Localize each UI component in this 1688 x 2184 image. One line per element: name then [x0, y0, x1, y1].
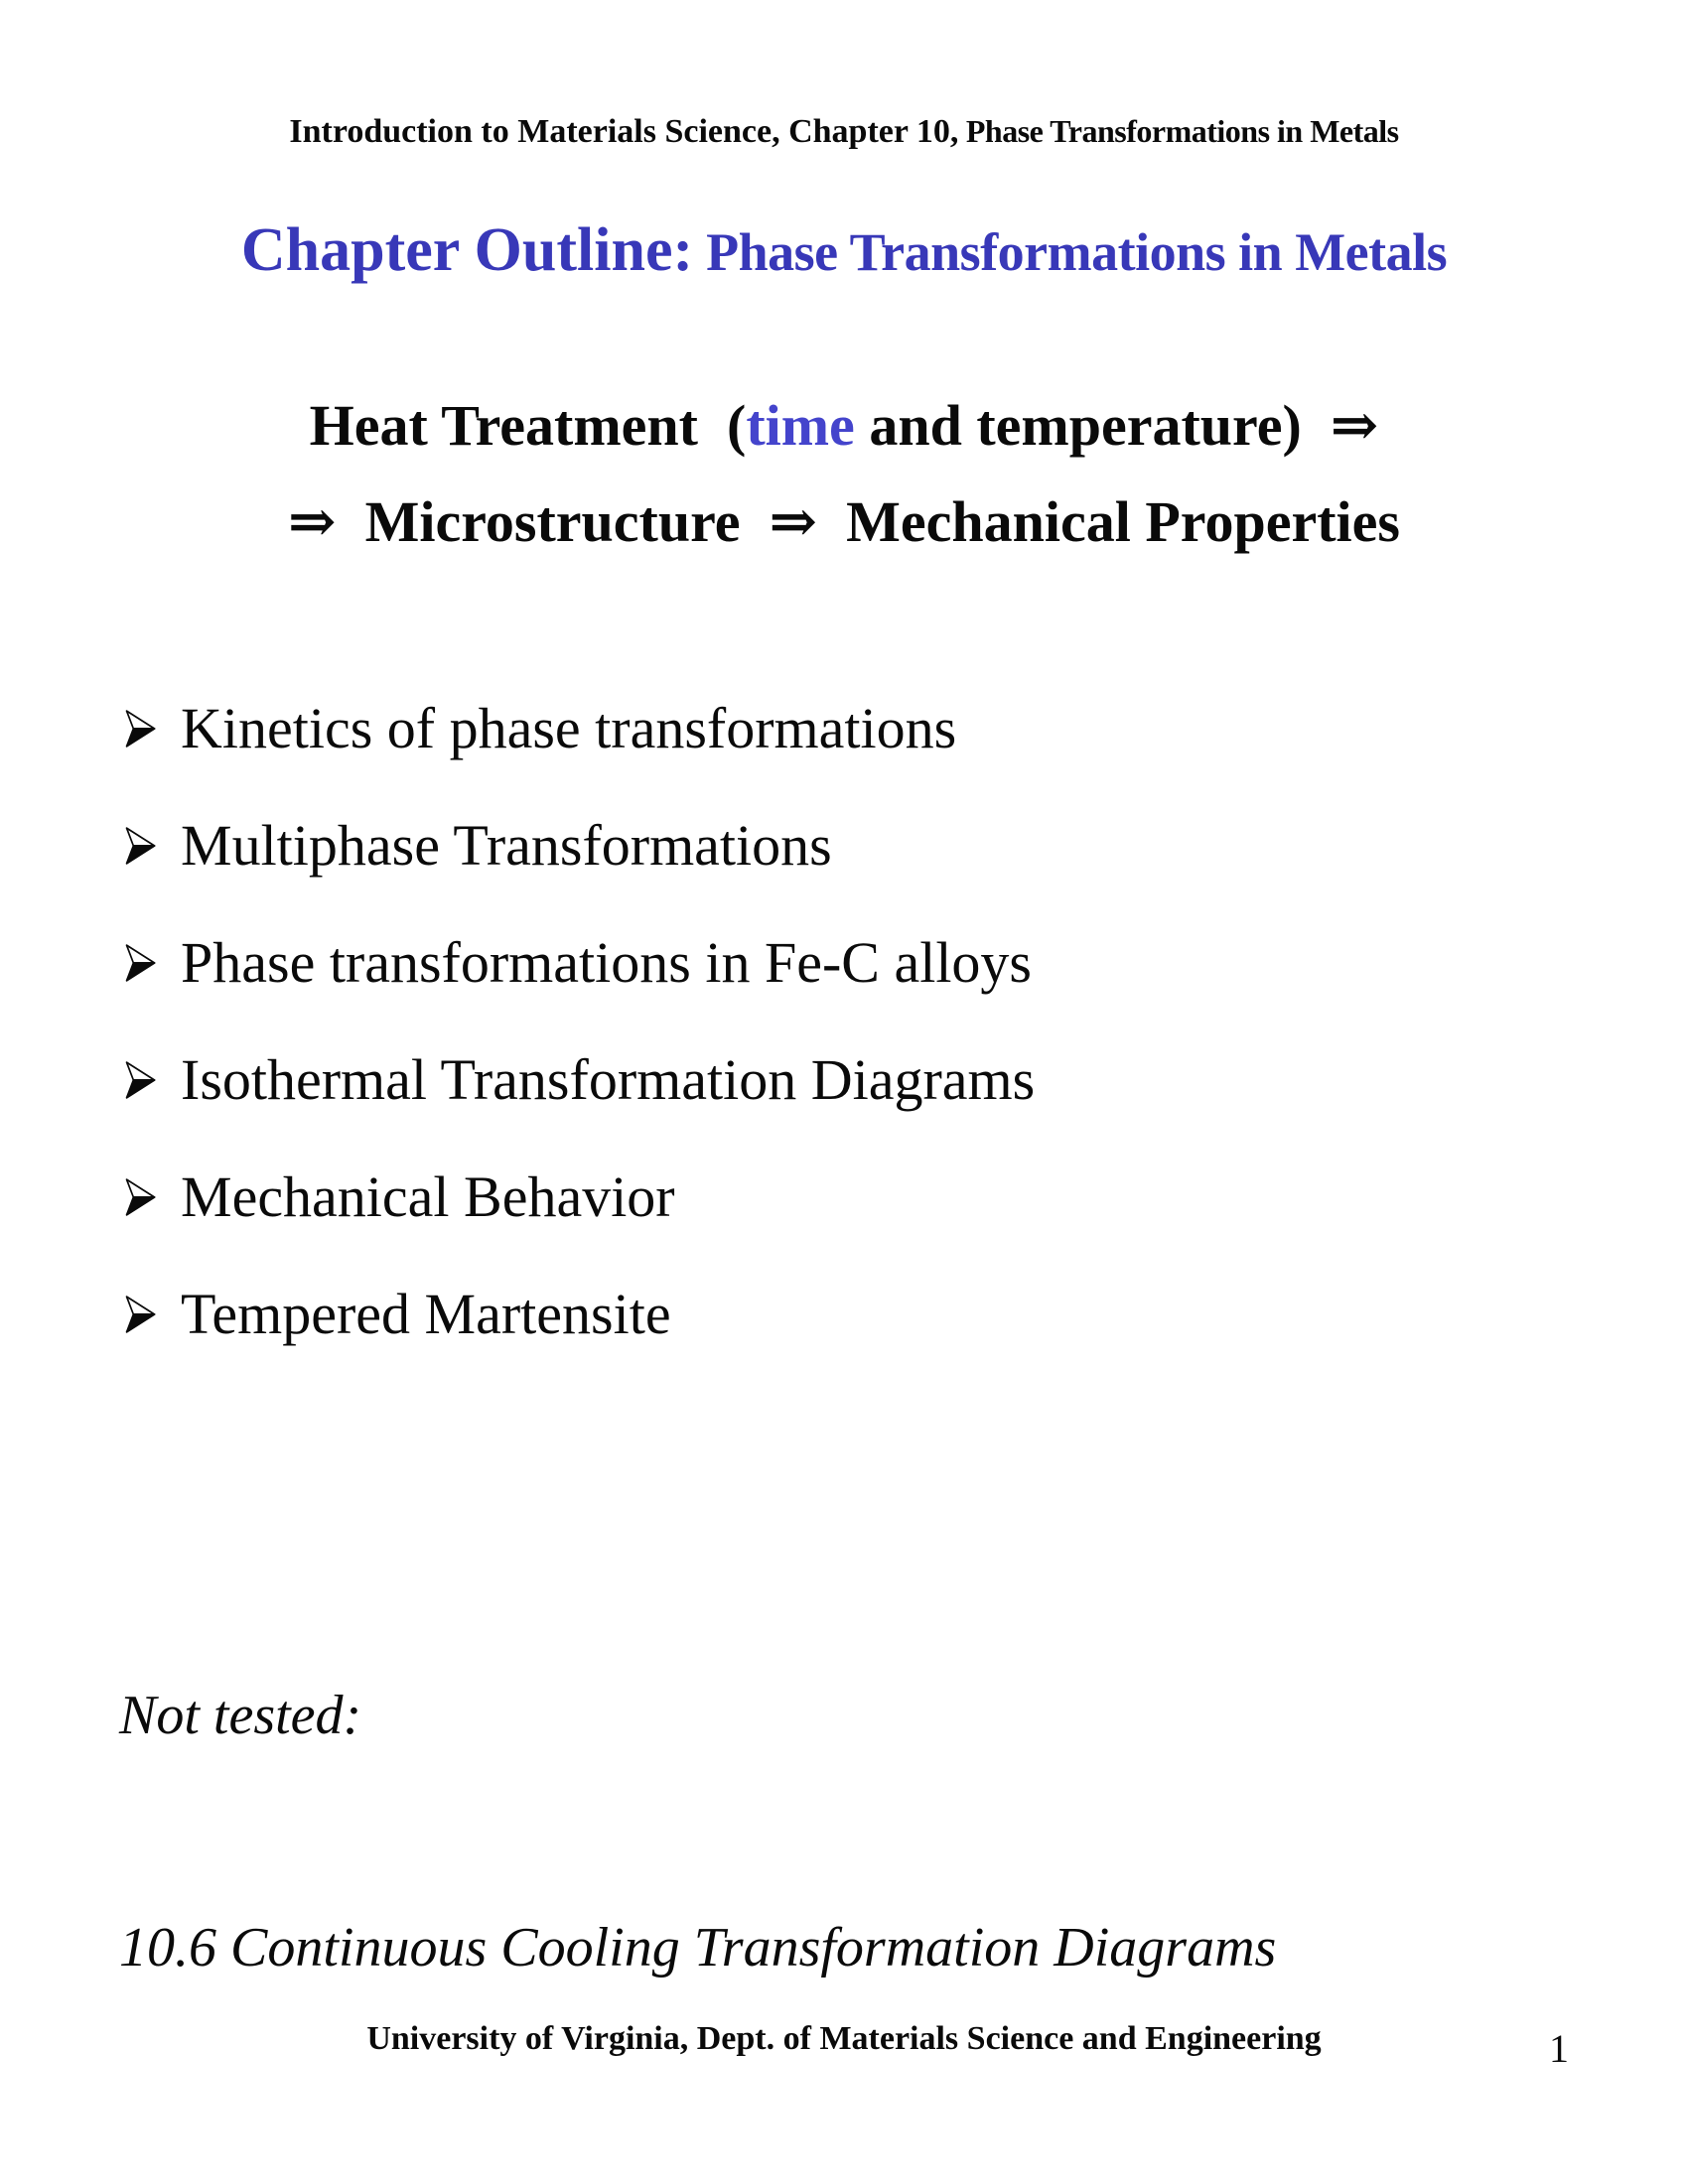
arrowhead-bullet-icon — [124, 1176, 158, 1218]
time-word: time — [746, 393, 855, 458]
list-item — [124, 931, 1035, 995]
page-title-main: Chapter Outline: — [240, 216, 694, 284]
page-number: 1 — [1549, 2026, 1569, 2071]
running-header-main: Introduction to Materials Science, Chapter 10, — [289, 113, 959, 150]
list-item — [124, 814, 1035, 878]
running-header — [0, 111, 1688, 152]
arrowhead-bullet-icon — [124, 1059, 158, 1101]
outline-list — [124, 697, 1035, 1400]
heat-treatment-post: and temperature) ⇒ — [854, 393, 1379, 458]
list-item — [124, 1048, 1035, 1112]
page-title-suffix: Phase Transformations in Metals — [693, 222, 1448, 282]
heat-treatment-pre: Heat Treatment ( — [309, 393, 747, 458]
outline-item-label: Multiphase Transformations — [181, 813, 832, 878]
list-item — [124, 1283, 1035, 1346]
page-title — [0, 214, 1688, 288]
arrowhead-bullet-icon — [124, 1294, 158, 1335]
arrowhead-bullet-icon — [124, 708, 158, 750]
not-tested-item: 10.6 Continuous Cooling Transformation Diagrams — [119, 1917, 1277, 1979]
heat-treatment-line-1 — [0, 393, 1688, 459]
arrowhead-bullet-icon — [124, 825, 158, 867]
heat-treatment-line-2: ⇒ Microstructure ⇒ Mechanical Properties — [288, 489, 1400, 554]
outline-item-label: Kinetics of phase transformations — [181, 696, 957, 760]
outline-item-label: Mechanical Behavior — [181, 1164, 675, 1229]
outline-item-label: Phase transformations in Fe-C alloys — [181, 930, 1033, 995]
arrowhead-bullet-icon — [124, 942, 158, 984]
not-tested-label: Not tested: — [119, 1685, 362, 1746]
list-item — [124, 697, 1035, 760]
outline-item-label: Tempered Martensite — [181, 1282, 671, 1346]
outline-item-label: Isothermal Transformation Diagrams — [181, 1047, 1036, 1112]
running-header-suffix: Phase Transformations in Metals — [958, 113, 1399, 149]
footer-text: University of Virginia, Dept. of Materials Science and Engineering — [366, 2020, 1322, 2057]
list-item — [124, 1165, 1035, 1229]
